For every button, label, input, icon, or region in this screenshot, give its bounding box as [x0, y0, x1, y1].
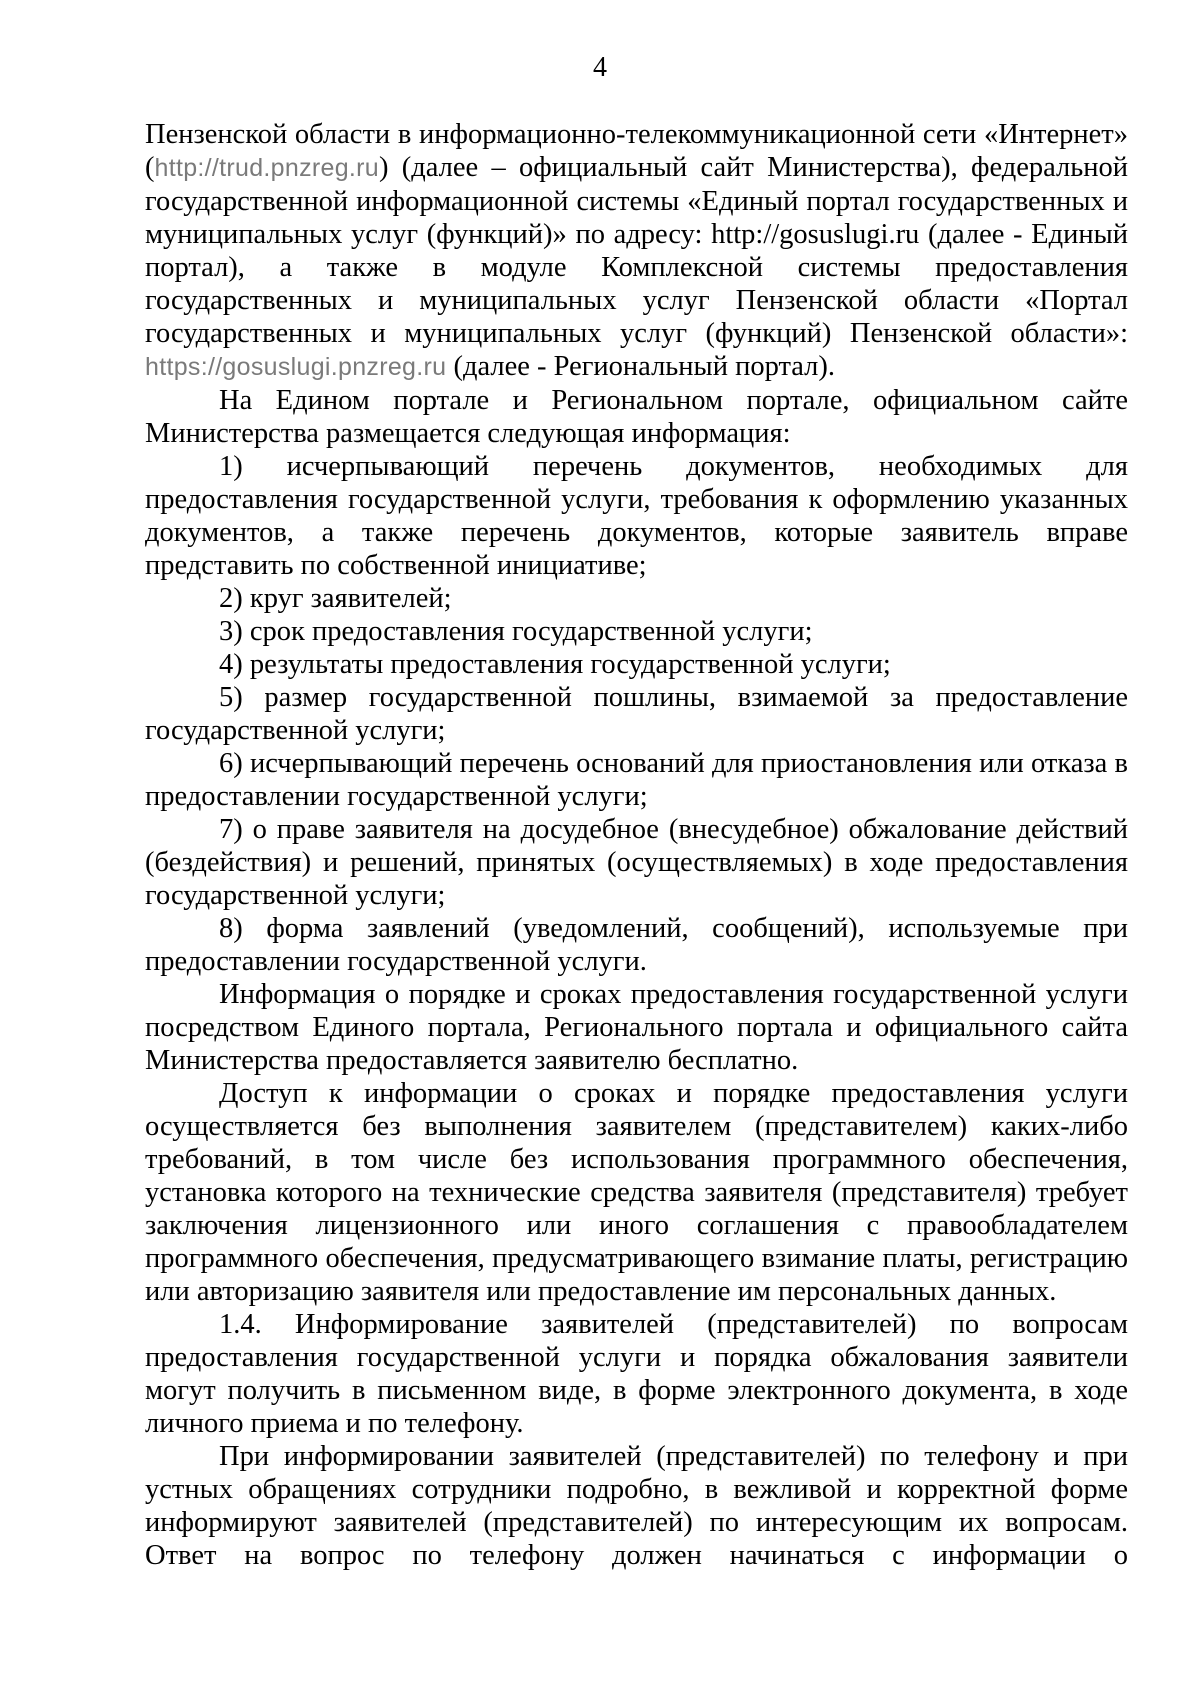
paragraph-phone-info: При информировании заявителей (представителей) по телефону и при устных обращениях сотрудники подробно, в вежливой и корректной форме информируют заявителей (представителей) по интересующим их вопросам. Ответ на вопрос по телефону должен начинаться с информации о [145, 1441, 1128, 1571]
paragraph-text: (далее - Региональный портал). [446, 351, 835, 382]
paragraph-free-info: Информация о порядке и сроках предоставления государственной услуги посредством Единого портала, Регионального портала и официального сайта Министерства предоставляется заявителю бесплатно. [145, 979, 1128, 1076]
list-item-2: 2) круг заявителей; [219, 583, 452, 614]
list-item-1: 1) исчерпывающий перечень документов, необходимых для предоставления государственной услуги, требования к оформлению указанных документов, а также перечень документов, которые заявитель вправе представить по собственной инициативе; [145, 451, 1128, 581]
list-item-7: 7) о праве заявителя на досудебное (внесудебное) обжалование действий (бездействия) и решений, принятых (осуществляемых) в ходе предоставления государственной услуги; [145, 814, 1128, 911]
ministry-site-link[interactable]: http://trud.pnzreg.ru [154, 154, 379, 182]
paragraph-continuation [145, 118, 1128, 384]
paragraph-text: ) (далее – официальный сайт Министерства), федеральной государственной информационной системы «Единый портал государственных и муниципальных услуг (функций)» по адресу: http://gosuslugi.ru (далее - Единый портал), а также в модуле Комплексной системы предоставления государственных и муниципальных услуг Пензенской области «Портал государственных и муниципальных услуг (функций) Пензенской области»: [145, 152, 1128, 349]
list-item-4: 4) результаты предоставления государственной услуги; [219, 649, 891, 680]
paragraph-text: Пензенской области в информационно-телекоммуникационной сети «Интернет» ( [145, 119, 1128, 183]
list-item-8: 8) форма заявлений (уведомлений, сообщений), используемые при предоставлении государственной услуги. [145, 913, 1128, 977]
list-item-6: 6) исчерпывающий перечень оснований для приостановления или отказа в предоставлении государственной услуги; [145, 748, 1128, 812]
document-body [145, 118, 1128, 1572]
list-item-3: 3) срок предоставления государственной услуги; [219, 616, 813, 647]
paragraph-section-1-4: 1.4. Информирование заявителей (представителей) по вопросам предоставления государственной услуги и порядка обжалования заявители могут получить в письменном виде, в форме электронного документа, в ходе личного приема и по телефону. [145, 1309, 1128, 1439]
list-item-5: 5) размер государственной пошлины, взимаемой за предоставление государственной услуги; [145, 682, 1128, 746]
page-number: 4 [593, 52, 607, 83]
paragraph-access-info: Доступ к информации о сроках и порядке предоставления услуги осуществляется без выполнения заявителем (представителем) каких-либо требований, в том числе без использования программного обеспечения, установка которого на технические средства заявителя (представителя) требует заключения лицензионного или иного соглашения с правообладателем программного обеспечения, предусматривающего взимание платы, регистрацию или авторизацию заявителя или предоставление им персональных данных. [145, 1078, 1128, 1307]
regional-portal-link[interactable]: https://gosuslugi.pnzreg.ru [145, 353, 447, 381]
paragraph-portal-info: На Едином портале и Региональном портале, официальном сайте Министерства размещается следующая информация: [145, 385, 1128, 449]
